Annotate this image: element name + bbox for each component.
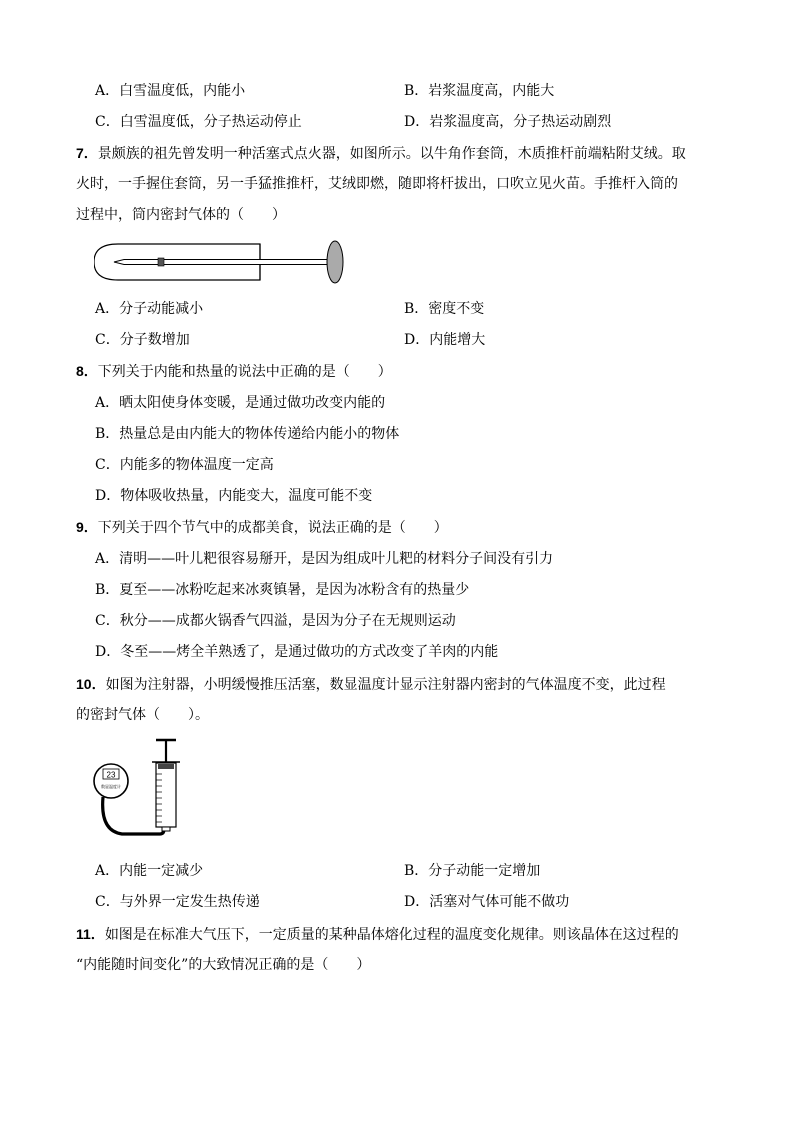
q7-option-d: D．内能增大 (404, 332, 486, 348)
q8-option-d: D．物体吸收热量，内能变大，温度可能不变 (95, 488, 373, 504)
tinder (158, 258, 164, 266)
q8-stem: 8．下列关于内能和热量的说法中正确的是（ ） (76, 363, 392, 380)
fire-piston-figure (94, 238, 348, 286)
q9-option-c: C．秋分——成都火锅香气四溢，是因为分子在无规则运动 (95, 613, 456, 629)
piston (158, 764, 174, 769)
q9-option-b: B．夏至——冰粉吃起来冰爽镇暑，是因为冰粉含有的热量少 (95, 582, 470, 598)
q7-option-c: C．分子数增加 (95, 332, 190, 348)
q6-option-c: C．白雪温度低，分子热运动停止 (95, 114, 302, 130)
q7-number: 7． (76, 145, 98, 161)
q10-stem-line-2: 的密封气体（ ）。 (76, 707, 209, 723)
syringe-barrel (156, 763, 176, 827)
q10-option-a: A．内能一定减少 (95, 863, 204, 879)
probe-cable (103, 797, 164, 834)
q6-option-a: A．白雪温度低，内能小 (95, 83, 246, 99)
q10-option-d: D．活塞对气体可能不做功 (404, 894, 570, 910)
q11-stem-line-2: “内能随时间变化”的大致情况正确的是（ ） (76, 957, 371, 973)
q9-option-d: D．冬至——烤全羊熟透了，是通过做功的方式改变了羊肉的内能 (95, 644, 499, 660)
q7-option-b: B．密度不变 (404, 301, 485, 317)
q6-option-b: B．岩浆温度高，内能大 (404, 83, 555, 99)
syringe-figure (92, 736, 188, 848)
syringe-tip (162, 827, 170, 831)
thermometer-reading: 23 (106, 770, 116, 780)
q11-stem-line-1: 11．如图是在标准大气压下，一定质量的某种晶体熔化过程的温度变化规律。则该晶体在这过程的 (76, 926, 679, 943)
thermometer-label: 数显温度计 (101, 784, 121, 789)
q11-number: 11． (76, 926, 105, 942)
q10-option-b: B．分子动能一定增加 (404, 863, 541, 879)
q8-option-b: B．热量总是由内能大的物体传递给内能小的物体 (95, 426, 400, 442)
q7-stem-line-3: 过程中，筒内密封气体的（ ） (76, 207, 286, 223)
push-rod (114, 260, 329, 265)
q8-option-a: A．晒太阳使身体变暖，是通过做功改变内能的 (95, 395, 386, 411)
q10-number: 10． (76, 676, 106, 692)
q9-stem: 9．下列关于四个节气中的成都美食，说法正确的是（ ） (76, 519, 448, 536)
q8-number: 8． (76, 363, 98, 379)
q10-stem-line-1: 10．如图为注射器，小明缓慢推压活塞，数显温度计显示注射器内密封的气体温度不变，此过程 (76, 676, 666, 693)
q8-option-c: C．内能多的物体温度一定高 (95, 457, 274, 473)
q6-option-d: D．岩浆温度高，分子热运动剧烈 (404, 114, 612, 130)
q7-stem-line-1: 7．景颇族的祖先曾发明一种活塞式点火器，如图所示。以牛角作套筒，木质推杆前端粘附艾绒。取 (76, 145, 686, 162)
q7-option-a: A．分子动能减小 (95, 301, 204, 317)
q10-option-c: C．与外界一定发生热传递 (95, 894, 260, 910)
q9-number: 9． (76, 519, 98, 535)
q9-option-a: A．清明——叶儿粑很容易掰开，是因为组成叶儿粑的材料分子间没有引力 (95, 551, 554, 567)
q7-stem-line-2: 火时，一手握住套筒，另一手猛推推杆，艾绒即燃，随即将杆拔出，口吹立见火苗。手推杆入筒的 (76, 176, 678, 192)
rod-handle (327, 241, 343, 283)
